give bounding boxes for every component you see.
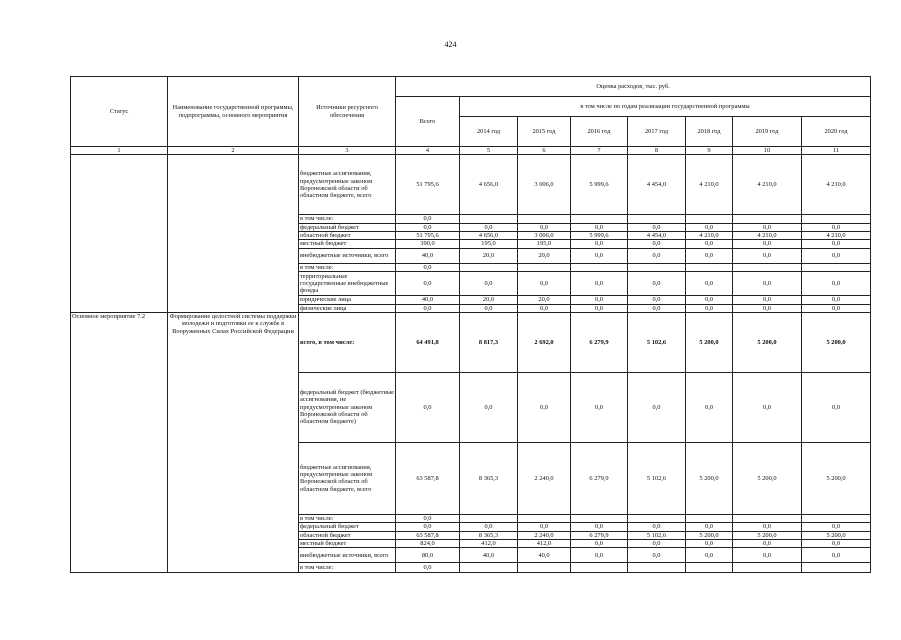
year-value-cell: 0,0: [686, 272, 733, 296]
year-value-cell: 0,0: [686, 304, 733, 312]
year-value-cell: 20,0: [518, 248, 571, 263]
header-year: 2018 год: [686, 117, 733, 147]
header-year: 2017 год: [628, 117, 686, 147]
header-estimate: Оценка расходов, тыс. руб.: [396, 77, 871, 97]
year-value-cell: 5 200,0: [802, 442, 871, 514]
year-value-cell: 0,0: [460, 372, 518, 442]
year-value-cell: 0,0: [571, 272, 628, 296]
year-value-cell: 0,0: [686, 240, 733, 248]
year-value-cell: 0,0: [518, 523, 571, 531]
year-value-cell: 0,0: [686, 372, 733, 442]
year-value-cell: [628, 514, 686, 522]
year-value-cell: 0,0: [460, 223, 518, 231]
year-value-cell: 5 102,6: [628, 531, 686, 539]
column-number: 8: [628, 147, 686, 155]
year-value-cell: [460, 563, 518, 573]
year-value-cell: 0,0: [733, 296, 802, 304]
year-value-cell: [460, 263, 518, 271]
header-sources: Источники ресурсного обеспечения: [299, 77, 396, 147]
year-value-cell: 40,0: [460, 548, 518, 563]
year-value-cell: [571, 514, 628, 522]
total-cell: 51 795,6: [396, 155, 460, 215]
year-value-cell: [628, 263, 686, 271]
source-cell: внебюджетные источники, всего: [299, 248, 396, 263]
year-value-cell: [628, 563, 686, 573]
source-cell: территориальные государственные внебюджетные фонды: [299, 272, 396, 296]
year-value-cell: 5 999,6: [571, 232, 628, 240]
year-value-cell: 0,0: [628, 304, 686, 312]
source-cell: федеральный бюджет (бюджетные ассигнования, не предусмотренные законом Воронежской области об областном бюджете): [299, 372, 396, 442]
year-value-cell: [518, 263, 571, 271]
year-value-cell: 40,0: [518, 548, 571, 563]
year-value-cell: 5 200,0: [733, 312, 802, 372]
year-value-cell: [686, 563, 733, 573]
year-value-cell: 20,0: [460, 248, 518, 263]
total-cell: 0,0: [396, 514, 460, 522]
year-value-cell: 0,0: [686, 539, 733, 547]
column-number: 3: [299, 147, 396, 155]
source-cell: всего, в том числе:: [299, 312, 396, 372]
year-value-cell: [460, 514, 518, 522]
year-value-cell: [686, 514, 733, 522]
year-value-cell: 0,0: [802, 296, 871, 304]
header-year: 2015 год: [518, 117, 571, 147]
year-value-cell: 0,0: [628, 539, 686, 547]
year-value-cell: 5 102,6: [628, 442, 686, 514]
year-value-cell: 0,0: [518, 223, 571, 231]
total-cell: 63 587,8: [396, 442, 460, 514]
year-value-cell: 0,0: [802, 523, 871, 531]
header-total: Всего: [396, 97, 460, 147]
year-value-cell: 195,0: [460, 240, 518, 248]
status-cell: Основное мероприятие 7.2: [71, 312, 168, 572]
total-cell: 51 795,6: [396, 232, 460, 240]
column-number: 10: [733, 147, 802, 155]
year-value-cell: 4 210,0: [733, 232, 802, 240]
year-value-cell: 4 210,0: [802, 155, 871, 215]
source-cell: местный бюджет: [299, 539, 396, 547]
total-cell: 80,0: [396, 548, 460, 563]
year-value-cell: 0,0: [802, 539, 871, 547]
year-value-cell: 0,0: [628, 548, 686, 563]
total-cell: 0,0: [396, 304, 460, 312]
year-value-cell: 0,0: [802, 240, 871, 248]
table-row: [71, 155, 871, 215]
year-value-cell: [518, 563, 571, 573]
year-value-cell: [518, 215, 571, 223]
name-cell: Формирование целостной системы поддержки молодежи и подготовки ее к службе в Вооруженных Силах Российской Федерации: [168, 312, 299, 572]
total-cell: 40,0: [396, 248, 460, 263]
year-value-cell: 0,0: [802, 272, 871, 296]
year-value-cell: 0,0: [733, 240, 802, 248]
year-value-cell: 6 279,9: [571, 312, 628, 372]
year-value-cell: [518, 514, 571, 522]
column-number: 1: [71, 147, 168, 155]
year-value-cell: 0,0: [628, 372, 686, 442]
year-value-cell: [733, 563, 802, 573]
year-value-cell: 5 200,0: [733, 531, 802, 539]
year-value-cell: 412,0: [460, 539, 518, 547]
column-number: 9: [686, 147, 733, 155]
year-value-cell: [733, 215, 802, 223]
year-value-cell: 20,0: [460, 296, 518, 304]
year-value-cell: 4 454,0: [628, 155, 686, 215]
year-value-cell: [802, 514, 871, 522]
year-value-cell: 0,0: [686, 223, 733, 231]
source-cell: в том числе:: [299, 563, 396, 573]
total-cell: 64 491,8: [396, 312, 460, 372]
year-value-cell: [802, 263, 871, 271]
total-cell: 40,0: [396, 296, 460, 304]
status-cell: [71, 155, 168, 313]
year-value-cell: 0,0: [802, 248, 871, 263]
year-value-cell: 0,0: [628, 248, 686, 263]
source-cell: юридические лица: [299, 296, 396, 304]
source-cell: бюджетные ассигнования, предусмотренные законом Воронежской области об областном бюджете, всего: [299, 442, 396, 514]
year-value-cell: 5 200,0: [802, 531, 871, 539]
source-cell: федеральный бюджет: [299, 223, 396, 231]
year-value-cell: 4 656,0: [460, 155, 518, 215]
year-value-cell: [802, 563, 871, 573]
year-value-cell: 5 999,6: [571, 155, 628, 215]
year-value-cell: 0,0: [733, 372, 802, 442]
header-year: 2014 год: [460, 117, 518, 147]
year-value-cell: [571, 563, 628, 573]
year-value-cell: 0,0: [518, 304, 571, 312]
header-name: Наименование государственной программы, подпрограммы, основного мероприятия: [168, 77, 299, 147]
year-value-cell: 0,0: [802, 304, 871, 312]
year-value-cell: 4 656,0: [460, 232, 518, 240]
year-value-cell: 0,0: [733, 523, 802, 531]
source-cell: физические лица: [299, 304, 396, 312]
page-number: 424: [444, 40, 457, 49]
year-value-cell: 4 210,0: [686, 155, 733, 215]
year-value-cell: 20,0: [518, 296, 571, 304]
budget-table: [70, 76, 871, 573]
source-cell: местный бюджет: [299, 240, 396, 248]
year-value-cell: 0,0: [628, 272, 686, 296]
total-cell: 824,0: [396, 539, 460, 547]
year-value-cell: [802, 215, 871, 223]
source-cell: федеральный бюджет: [299, 523, 396, 531]
total-cell: 0,0: [396, 223, 460, 231]
year-value-cell: 8 365,3: [460, 531, 518, 539]
year-value-cell: [571, 215, 628, 223]
source-cell: бюджетные ассигнования, предусмотренные законом Воронежской области об областном бюджете, всего: [299, 155, 396, 215]
year-value-cell: 0,0: [628, 240, 686, 248]
year-value-cell: [733, 263, 802, 271]
source-cell: в том числе:: [299, 514, 396, 522]
total-cell: 63 587,8: [396, 531, 460, 539]
year-value-cell: 4 210,0: [802, 232, 871, 240]
source-cell: областной бюджет: [299, 232, 396, 240]
year-value-cell: 3 006,0: [518, 155, 571, 215]
year-value-cell: 0,0: [733, 548, 802, 563]
year-value-cell: [628, 215, 686, 223]
year-value-cell: 5 200,0: [686, 312, 733, 372]
year-value-cell: 0,0: [571, 240, 628, 248]
year-value-cell: 0,0: [802, 223, 871, 231]
year-value-cell: [460, 215, 518, 223]
year-value-cell: 3 006,0: [518, 232, 571, 240]
year-value-cell: 0,0: [686, 296, 733, 304]
year-value-cell: 0,0: [628, 223, 686, 231]
year-value-cell: 0,0: [460, 272, 518, 296]
year-value-cell: 8 365,3: [460, 442, 518, 514]
year-value-cell: 0,0: [460, 304, 518, 312]
year-value-cell: 0,0: [733, 304, 802, 312]
year-value-cell: 2 240,0: [518, 442, 571, 514]
year-value-cell: 4 454,0: [628, 232, 686, 240]
year-value-cell: 0,0: [460, 523, 518, 531]
year-value-cell: [733, 514, 802, 522]
year-value-cell: 0,0: [733, 272, 802, 296]
total-cell: 0,0: [396, 272, 460, 296]
total-cell: 0,0: [396, 263, 460, 271]
year-value-cell: 0,0: [686, 523, 733, 531]
source-cell: в том числе:: [299, 215, 396, 223]
total-cell: 0,0: [396, 563, 460, 573]
total-cell: 0,0: [396, 372, 460, 442]
year-value-cell: 0,0: [518, 372, 571, 442]
year-value-cell: 0,0: [686, 248, 733, 263]
year-value-cell: [686, 215, 733, 223]
table-row: [71, 312, 871, 372]
year-value-cell: [686, 263, 733, 271]
source-cell: внебюджетные источники, всего: [299, 548, 396, 563]
header-year: 2019 год: [733, 117, 802, 147]
year-value-cell: 5 200,0: [802, 312, 871, 372]
column-number: 5: [460, 147, 518, 155]
year-value-cell: 0,0: [733, 539, 802, 547]
total-cell: 0,0: [396, 523, 460, 531]
header-by-years: в том числе по годам реализации государственной программы: [460, 97, 871, 117]
year-value-cell: 0,0: [628, 296, 686, 304]
year-value-cell: 0,0: [571, 548, 628, 563]
header-status: Статус: [71, 77, 168, 147]
source-cell: в том числе:: [299, 263, 396, 271]
year-value-cell: 6 279,9: [571, 442, 628, 514]
year-value-cell: 412,0: [518, 539, 571, 547]
year-value-cell: 4 210,0: [686, 232, 733, 240]
column-number: 11: [802, 147, 871, 155]
year-value-cell: 6 279,9: [571, 531, 628, 539]
year-value-cell: 5 200,0: [686, 442, 733, 514]
year-value-cell: 0,0: [733, 248, 802, 263]
year-value-cell: 0,0: [802, 548, 871, 563]
year-value-cell: 0,0: [571, 372, 628, 442]
year-value-cell: 0,0: [628, 523, 686, 531]
year-value-cell: 0,0: [571, 248, 628, 263]
year-value-cell: 8 817,3: [460, 312, 518, 372]
source-cell: областной бюджет: [299, 531, 396, 539]
year-value-cell: 0,0: [518, 272, 571, 296]
year-value-cell: 5 102,6: [628, 312, 686, 372]
year-value-cell: 0,0: [571, 523, 628, 531]
year-value-cell: 0,0: [571, 304, 628, 312]
year-value-cell: 2 692,0: [518, 312, 571, 372]
header-year: 2016 год: [571, 117, 628, 147]
year-value-cell: [571, 263, 628, 271]
year-value-cell: 0,0: [733, 223, 802, 231]
name-cell: [168, 155, 299, 313]
column-number: 4: [396, 147, 460, 155]
column-number: 6: [518, 147, 571, 155]
year-value-cell: 0,0: [686, 548, 733, 563]
year-value-cell: 2 240,0: [518, 531, 571, 539]
year-value-cell: 4 210,0: [733, 155, 802, 215]
total-cell: 390,0: [396, 240, 460, 248]
year-value-cell: 0,0: [571, 223, 628, 231]
total-cell: 0,0: [396, 215, 460, 223]
header-year: 2020 год: [802, 117, 871, 147]
column-number: 7: [571, 147, 628, 155]
year-value-cell: 0,0: [802, 372, 871, 442]
year-value-cell: 0,0: [571, 539, 628, 547]
year-value-cell: 0,0: [571, 296, 628, 304]
column-number: 2: [168, 147, 299, 155]
year-value-cell: 5 200,0: [686, 531, 733, 539]
year-value-cell: 5 200,0: [733, 442, 802, 514]
year-value-cell: 195,0: [518, 240, 571, 248]
